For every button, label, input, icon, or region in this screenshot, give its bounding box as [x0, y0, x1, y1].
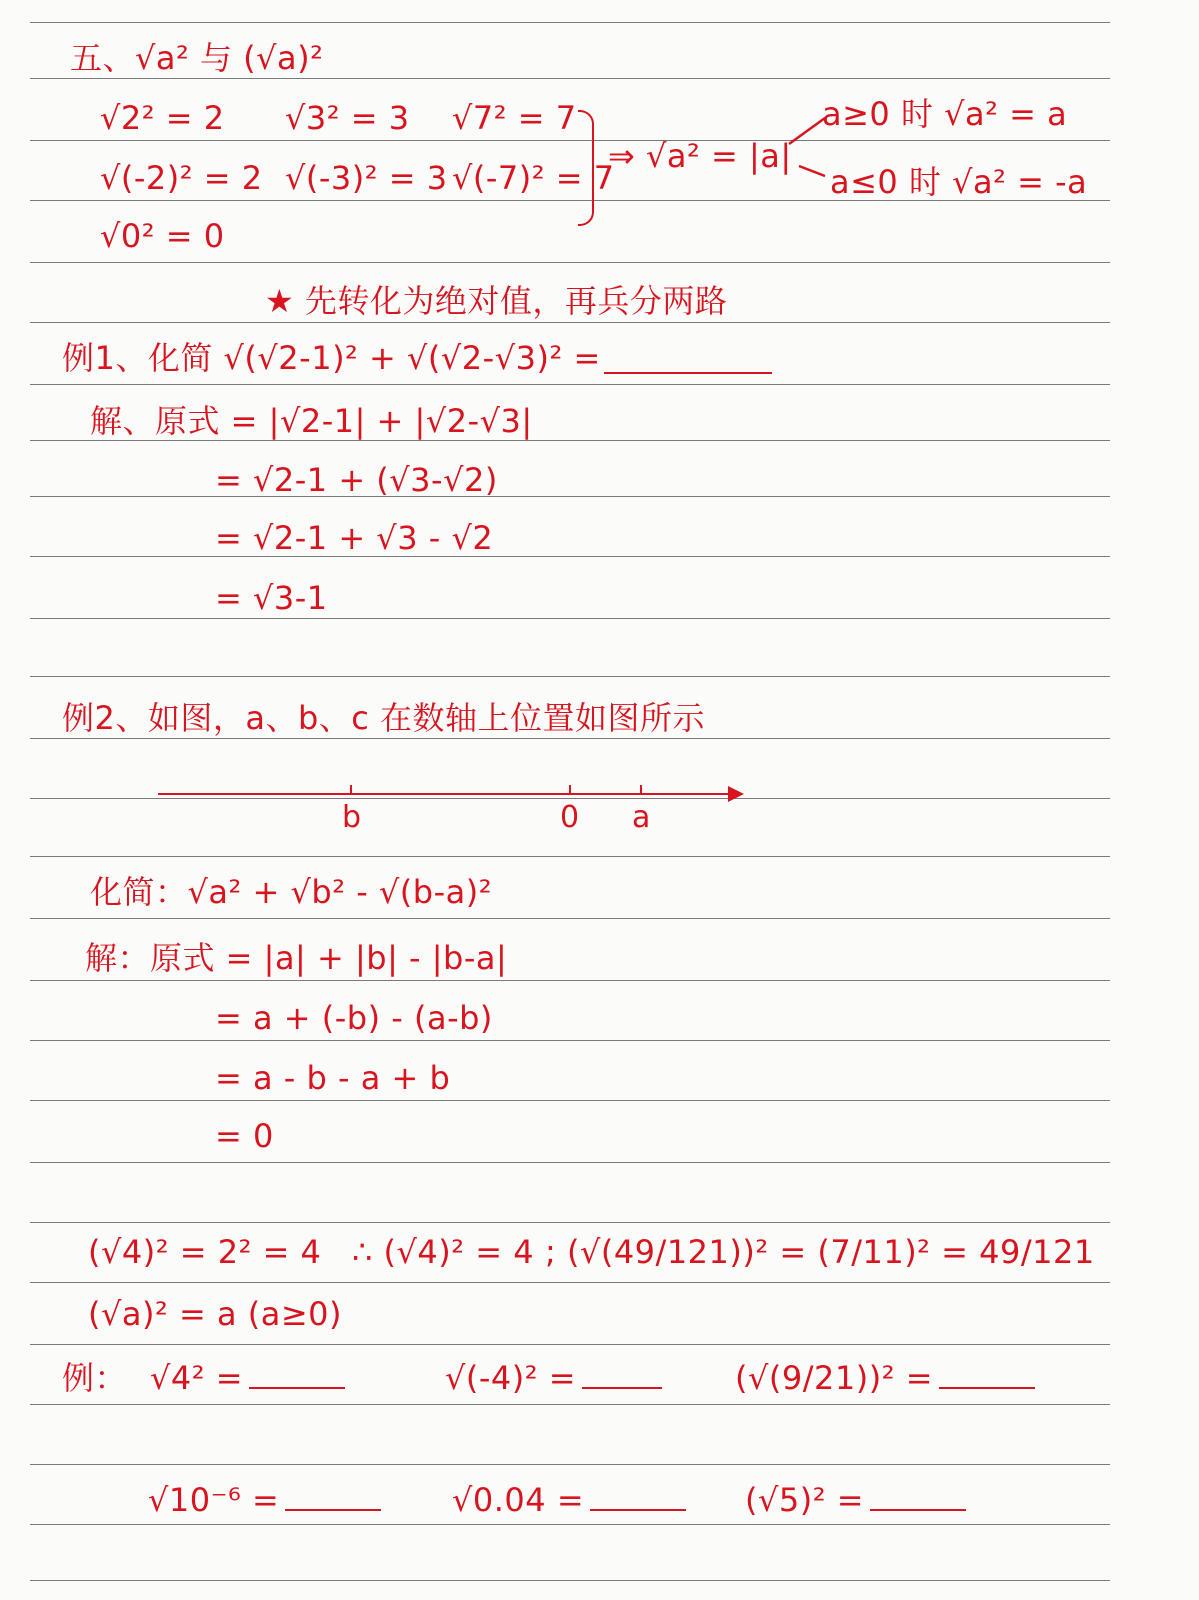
example-sqrt-3: √3² = 3	[285, 99, 410, 137]
exercise-6-text: (√5)² =	[745, 1481, 865, 1519]
example1-step-1: 解、原式 = |√2-1| + |√2-√3|	[90, 402, 533, 440]
example-sqrt-7: √7² = 7	[452, 99, 577, 137]
exercise-4-text: √10⁻⁶ =	[148, 1481, 280, 1519]
exercise-label: 例：	[62, 1359, 128, 1397]
conclusion-case-nonpos: a≤0 时 √a² = -a	[830, 163, 1088, 201]
example2-step-4: = 0	[215, 1117, 274, 1155]
example1-step-3: = √2-1 + √3 - √2	[215, 519, 494, 557]
fact-therefore: ∴ (√4)² = 4	[352, 1233, 535, 1271]
exercise-3	[735, 1359, 1035, 1397]
exercise-6	[745, 1481, 966, 1519]
example2-simplify: 化简：√a² + √b² - √(b-a)²	[90, 873, 493, 911]
fact-fraction: ; (√(49/121))² = (7/11)² = 49/121	[545, 1233, 1095, 1271]
number-line-axis	[158, 793, 738, 795]
tick-b	[350, 785, 352, 795]
example-sqrt-2: √2² = 2	[100, 99, 225, 137]
example2-question: 例2、如图，a、b、c 在数轴上位置如图所示	[62, 699, 706, 737]
section-title: 五、√a² 与 (√a)²	[70, 39, 324, 77]
example2-step-1: 解：原式 = |a| + |b| - |b-a|	[85, 939, 508, 977]
conclusion-case-nonneg: a≥0 时 √a² = a	[822, 95, 1068, 133]
axis-label-0: 0	[560, 800, 580, 835]
exercise-3-blank	[939, 1387, 1035, 1389]
tip-note: ★ 先转化为绝对值，再兵分两路	[265, 282, 728, 320]
exercise-1-blank	[249, 1387, 345, 1389]
right-brace	[578, 110, 594, 226]
fact-sqrt4-squared: (√4)² = 2² = 4	[88, 1233, 322, 1271]
example1-step-2: = √2-1 + (√3-√2)	[215, 461, 498, 499]
exercise-5-text: √0.04 =	[452, 1481, 585, 1519]
exercise-2	[445, 1359, 662, 1397]
axis-label-a: a	[632, 800, 651, 835]
fact-general: (√a)² = a (a≥0)	[88, 1295, 342, 1333]
conclusion-abs: ⇒ √a² = |a|	[608, 137, 792, 175]
exercise-6-blank	[870, 1509, 966, 1511]
exercise-3-text: (√(9/21))² =	[735, 1359, 933, 1397]
example-sqrt-neg3: √(-3)² = 3	[285, 159, 448, 197]
exercise-1-text: √4² =	[150, 1359, 244, 1397]
tick-0	[569, 785, 571, 795]
exercise-1	[150, 1359, 345, 1397]
exercise-5-blank	[590, 1509, 686, 1511]
axis-label-b: b	[342, 800, 362, 835]
exercise-4	[148, 1481, 381, 1519]
example1-step-4: = √3-1	[215, 579, 328, 617]
example-sqrt-neg2: √(-2)² = 2	[100, 159, 263, 197]
example1-answer-blank	[604, 372, 772, 374]
exercise-5	[452, 1481, 686, 1519]
example2-step-2: = a + (-b) - (a-b)	[215, 999, 493, 1037]
tick-a	[640, 785, 642, 795]
example-sqrt-neg7: √(-7)² = 7	[452, 159, 615, 197]
exercise-2-text: √(-4)² =	[445, 1359, 577, 1397]
exercise-2-blank	[582, 1387, 662, 1389]
example1-question: 例1、化简 √(√2-1)² + √(√2-√3)² =	[62, 339, 601, 377]
example2-step-3: = a - b - a + b	[215, 1059, 451, 1097]
exercise-4-blank	[285, 1509, 381, 1511]
number-line-arrow	[728, 786, 744, 802]
example-sqrt-0: √0² = 0	[100, 217, 225, 255]
